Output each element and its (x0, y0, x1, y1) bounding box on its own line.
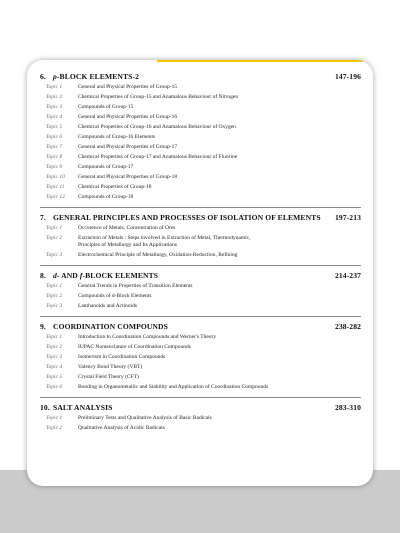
topic-text (78, 425, 361, 432)
topic-label: Topic 3 (46, 303, 63, 309)
topic-text (78, 114, 361, 121)
topic-row[interactable] (40, 124, 361, 131)
topic-text-line: Compounds of Group-17 (78, 164, 134, 170)
topic-row[interactable] (40, 364, 361, 371)
topic-text-line: Isomerism in Coordination Compounds (78, 354, 166, 360)
topic-row[interactable] (40, 425, 361, 432)
topic-row[interactable] (40, 114, 361, 121)
chapter-heading[interactable] (40, 271, 361, 280)
chapter-number: 6. (40, 72, 46, 81)
topic-text-line: Chemical Properties of Group-17 and Anamalous Behaviour of Fluorine (78, 154, 238, 160)
chapter-number: 8. (40, 271, 46, 280)
topic-row[interactable] (40, 415, 361, 422)
topic-text (78, 374, 361, 381)
topic-text-line: Compounds of Group-16 Elements (78, 134, 156, 140)
chapter-title: p-BLOCK ELEMENTS-2 (53, 72, 139, 81)
topic-label: Topic 7 (46, 144, 63, 150)
topic-label: Topic 6 (46, 134, 63, 140)
chapter-title: SALT ANALYSIS (53, 403, 113, 412)
topic-text-line: Compounds of Group-15 (78, 104, 134, 110)
chapter-title-wrap (40, 403, 113, 412)
topic-label: Topic 5 (46, 374, 63, 380)
topic-text-line: Compounds of Group-18 (78, 194, 134, 200)
topic-text (78, 94, 361, 101)
contents-card (27, 60, 373, 486)
topic-label: Topic 12 (46, 194, 65, 200)
topic-label: Topic 3 (46, 104, 63, 110)
chapter-page-range: 147-196 (334, 72, 361, 81)
topic-text (78, 124, 361, 131)
topic-label: Topic 4 (46, 114, 63, 120)
chapter-title: GENERAL PRINCIPLES AND PROCESSES OF ISOLATION OF ELEMENTS (53, 213, 321, 222)
topic-row[interactable] (40, 225, 361, 232)
topic-text (78, 283, 361, 290)
chapter-title-wrap (40, 213, 321, 222)
chapter-number: 10. (40, 403, 50, 412)
topic-label: Topic 1 (46, 84, 63, 90)
topic-text-line: Crystal Field Theory (CFT) (78, 374, 139, 380)
topic-row[interactable] (40, 303, 361, 310)
topic-text-line: Qualitative Analysis of Acidic Radicals (78, 425, 165, 431)
chapter-title-wrap (40, 271, 158, 280)
topic-text-line: General Trends in Properties of Transition Elements (78, 283, 193, 289)
topic-label: Topic 11 (46, 184, 65, 190)
topic-text (78, 225, 361, 232)
topic-label: Topic 3 (46, 252, 63, 258)
topic-text-line: Occurence of Metals, Concentration of Ores (78, 225, 176, 231)
topic-text-line: General and Physical Properties of Group-16 (78, 114, 178, 120)
topic-row[interactable] (40, 94, 361, 101)
topic-text (78, 334, 361, 341)
topic-text-line: Chemical Properties of Group-18 (78, 184, 152, 190)
topic-label: Topic 2 (46, 293, 63, 299)
chapter-section (40, 72, 361, 208)
topic-text (78, 252, 361, 259)
topic-text (78, 104, 361, 111)
topic-text (78, 144, 361, 151)
topic-text (78, 354, 361, 361)
topic-text-line: Bonding in Organometallic and Stability and Application of Coordination Compounds (78, 384, 269, 390)
topic-text-line: Electrochemical Principle of Metallurgy, Oxidation-Reduction, Refining (78, 252, 238, 258)
topic-text (78, 84, 361, 91)
topic-row[interactable] (40, 104, 361, 111)
topic-text (78, 344, 361, 351)
topic-text-line: Chemical Properties of Group-16 and Anamalous Behaviour of Oxygen (78, 124, 236, 130)
topic-row[interactable] (40, 184, 361, 191)
topic-text-line: Lanthanoids and Actinoids (78, 303, 137, 309)
topic-row[interactable] (40, 334, 361, 341)
topic-text (78, 194, 361, 201)
topic-text-line: IUPAC Nomenclature of Coordination Compounds (78, 344, 191, 350)
topic-label: Topic 5 (46, 124, 63, 130)
topic-label: Topic 9 (46, 164, 63, 170)
topic-label: Topic 10 (46, 174, 65, 180)
topic-label: Topic 2 (46, 344, 63, 350)
topic-row[interactable] (40, 134, 361, 141)
chapter-heading[interactable] (40, 322, 361, 331)
topic-text-line: Compounds of d-Block Elements (78, 293, 152, 299)
table-of-contents (40, 72, 361, 443)
topic-row[interactable] (40, 354, 361, 361)
topic-label: Topic 1 (46, 334, 63, 340)
topic-text-line: Introduction to Coordination Compounds and Werner's Theory (78, 334, 217, 340)
topic-row[interactable] (40, 154, 361, 161)
chapter-title-wrap (40, 72, 139, 81)
chapter-page-range: 283-310 (334, 403, 361, 412)
chapter-section (40, 271, 361, 317)
chapter-page-range: 238-282 (334, 322, 361, 331)
chapter-section (40, 213, 361, 266)
topic-row[interactable] (40, 174, 361, 181)
topic-row[interactable] (40, 283, 361, 290)
topic-text (78, 293, 361, 300)
topic-row[interactable] (40, 293, 361, 300)
topic-label: Topic 8 (46, 154, 63, 160)
topic-row[interactable] (40, 374, 361, 381)
topic-text-line: General and Physical Properties of Group-17 (78, 144, 178, 150)
chapter-title: COORDINATION COMPOUNDS (53, 322, 168, 331)
topic-row[interactable] (40, 164, 361, 171)
chapter-section (40, 322, 361, 398)
topic-text-line: Extraction of Metals : Steps involved in Extraction of Metal, Thermodynamic, (78, 235, 251, 241)
topic-text (78, 134, 361, 141)
topic-text (78, 303, 361, 310)
topic-row[interactable] (40, 384, 361, 391)
topic-text (78, 174, 361, 181)
topic-text (78, 384, 361, 391)
topic-label: Topic 1 (46, 415, 63, 421)
chapter-page-range: 197-213 (334, 213, 361, 222)
topic-label: Topic 6 (46, 384, 63, 390)
chapter-title: d- AND f-BLOCK ELEMENTS (53, 271, 159, 280)
chapter-section (40, 403, 361, 438)
topic-text-line: Preliminary Tests and Qualitative Analysis of Basic Radicals (78, 415, 212, 421)
topic-text-line: General and Physical Properties of Group-15 (78, 84, 178, 90)
chapter-heading[interactable] (40, 72, 361, 81)
chapter-heading[interactable] (40, 403, 361, 412)
chapter-title-wrap (40, 322, 168, 331)
topic-text-line: Valency Bond Theory (VBT) (78, 364, 143, 370)
topic-text (78, 164, 361, 171)
topic-text (78, 235, 361, 249)
topic-text-line-2: Principles of Metallurgy and Its Applications (78, 242, 178, 248)
topic-label: Topic 2 (46, 235, 63, 241)
chapter-number: 9. (40, 322, 46, 331)
topic-row[interactable] (40, 252, 361, 259)
topic-text-line: General and Physical Properties of Group-18 (78, 174, 178, 180)
topic-label: Topic 4 (46, 364, 63, 370)
topic-text (78, 154, 361, 161)
topic-label: Topic 1 (46, 225, 63, 231)
chapter-page-range: 214-237 (334, 271, 361, 280)
topic-text-line: Chemical Properties of Group-15 and Anamalous Behaviour of Nitrogen (78, 94, 239, 100)
topic-label: Topic 2 (46, 94, 63, 100)
chapter-heading[interactable] (40, 213, 361, 222)
topic-row[interactable] (40, 235, 361, 249)
topic-row[interactable] (40, 84, 361, 91)
topic-text (78, 364, 361, 371)
topic-text (78, 184, 361, 191)
topic-row[interactable] (40, 194, 361, 201)
topic-label: Topic 1 (46, 283, 63, 289)
topic-label: Topic 2 (46, 425, 63, 431)
chapter-number: 7. (40, 213, 46, 222)
topic-row[interactable] (40, 344, 361, 351)
topic-label: Topic 3 (46, 354, 63, 360)
topic-row[interactable] (40, 144, 361, 151)
topic-text (78, 415, 361, 422)
